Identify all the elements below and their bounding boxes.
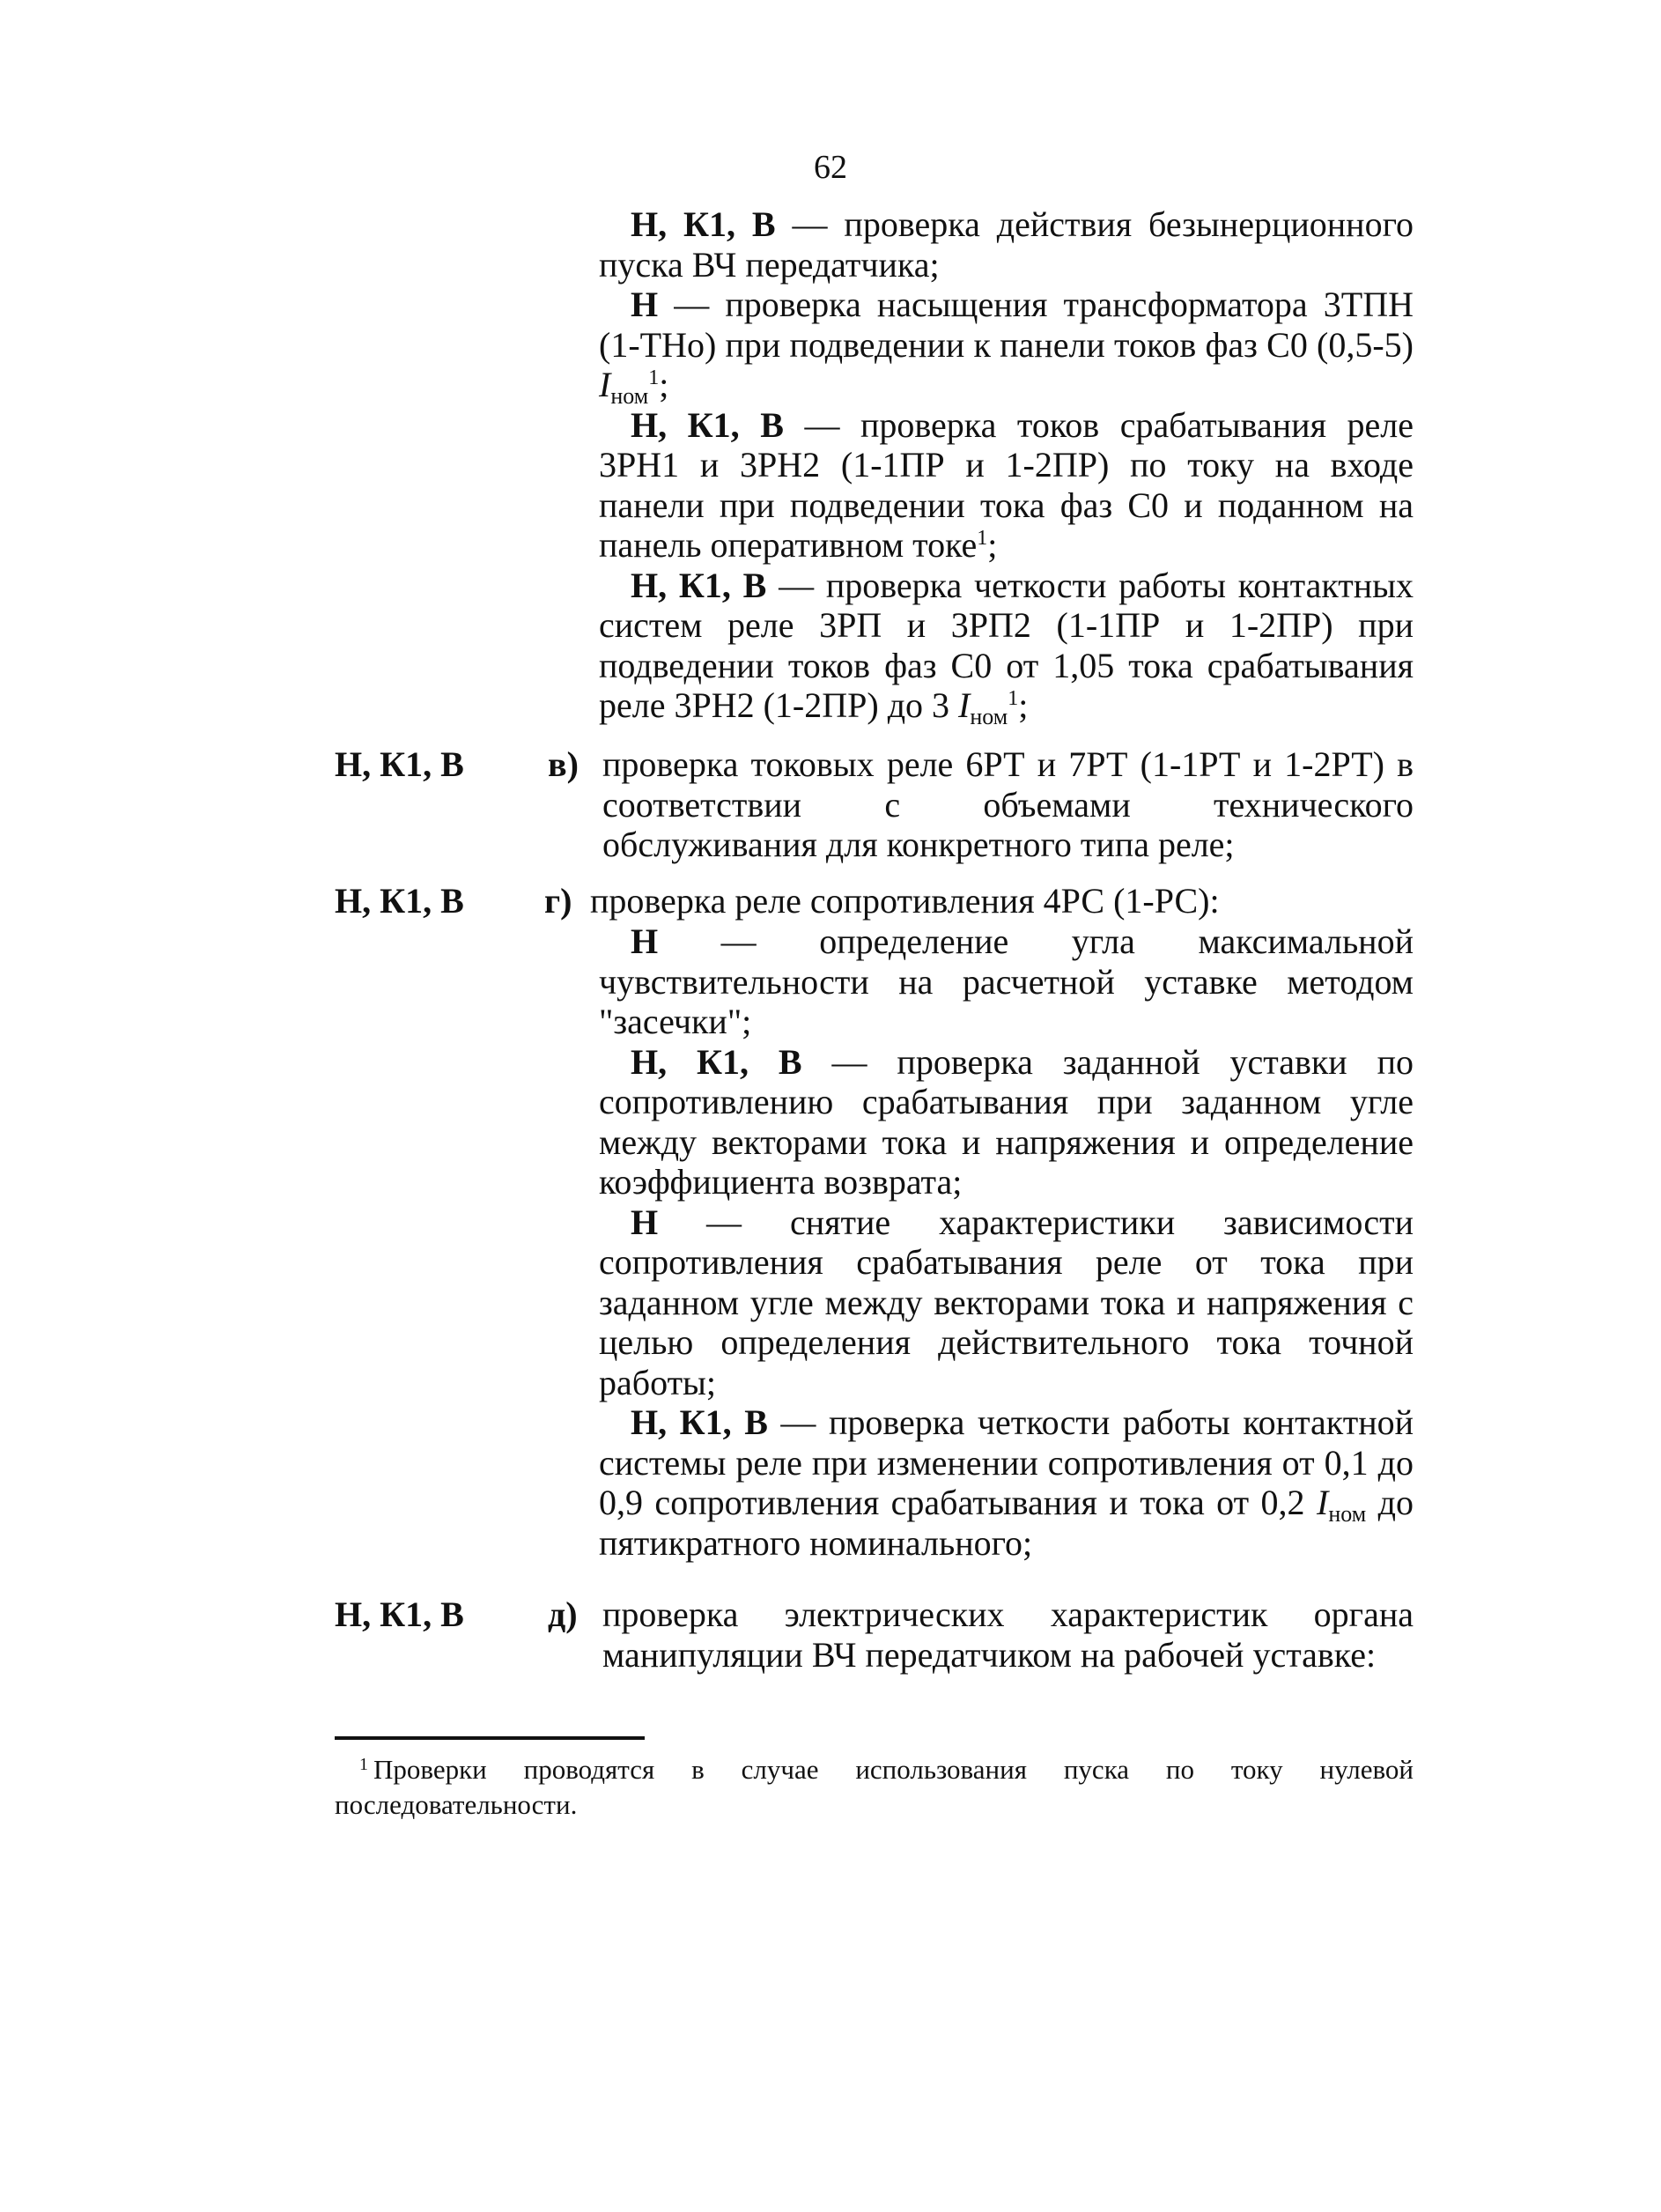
dash: — [783,404,860,445]
paragraph [599,921,1414,1042]
paragraph [599,285,1414,409]
punct: ; [987,525,998,565]
paragraph [599,1402,1414,1563]
top-block [599,204,1414,729]
paragraph [599,565,1414,729]
paragraph-text: определение угла максимальной чувствительности на расчетной уставке методом "засечки"; [599,921,1414,1041]
grades: Н [631,1202,659,1242]
paragraph [599,204,1414,285]
dash: — [775,204,845,244]
item-letter: в) [548,744,579,784]
subscript: ном [970,704,1008,729]
paragraph [599,1202,1414,1403]
paragraph-text: снятие характеристики зависимости сопротивления срабатывания реле от тока при заданном угле между векторами тока и напряжения с целью определения действительного тока точной работы; [599,1202,1414,1402]
footnote-separator [335,1736,645,1740]
dash: — [766,565,826,605]
paragraph [599,405,1414,566]
footnote-ref: 1 [648,366,660,389]
paragraph [599,1042,1414,1202]
page-number: 62 [814,149,847,186]
grades: Н, К1, В [631,1402,768,1442]
subscript: ном [1328,1501,1367,1527]
dash: — [767,1402,829,1442]
paragraph-text: проверка четкости работы контактной системы реле при изменении сопротивления от 0,1 до 0,9 сопротивления срабатывания и тока от 0,2 [599,1402,1414,1522]
current-symbol: I [599,365,611,404]
dash: — [658,1202,790,1242]
footnote-ref: 1 [977,527,988,550]
footnote-mark: 1 [359,1755,368,1774]
grades: Н [631,285,659,324]
paragraph-text: проверка четкости работы контактных систем реле 3РП и 3РП2 (1-1ПР и 1-2ПР) при подведении токов фаз С0 от 1,05 тока срабатывания реле 3РН2 (1-2ПР) до 3 [599,565,1414,725]
grades: Н, К1, В [631,1041,802,1082]
grades: Н [631,921,659,961]
footnote [335,1747,1414,1823]
current-symbol: I [958,685,971,725]
grades: Н, К1, В [631,204,776,244]
item-letter: г) [544,881,572,921]
grades: Н, К1, В [631,404,784,445]
dash: — [658,285,726,324]
item-text: проверка реле сопротивления 4РС (1-РС): [590,881,1220,921]
item-letter: д) [548,1594,578,1634]
current-symbol: I [1317,1483,1329,1522]
item-grades: Н, К1, В [335,744,464,784]
punct: ; [1018,685,1029,725]
paragraph-text: проверка заданной уставки по сопротивлению срабатывания при заданном угле между векторами тока и напряжения и определение коэффициента возврата; [599,1041,1414,1202]
paragraph-text: проверка насыщения трансформатора 3ТПН (1-ТНо) при подведении к панели токов фаз С0 (0,5-5) [599,285,1414,365]
footnote-ref: 1 [1008,687,1019,710]
subscript: ном [610,383,649,409]
footnote-text: Проверки проводятся в случае использования пуска по току нулевой последовательности. [335,1754,1414,1820]
item-text: проверка электрических характеристик органа манипуляции ВЧ передатчиком на рабочей уставке: [602,1594,1414,1675]
punct: ; [659,365,669,404]
paragraph-text: проверка токов срабатывания реле 3РН1 и 3РН2 (1-1ПР и 1-2ПР) по току на входе панели при подведении тока фаз С0 и поданном на панель оперативном токе [599,404,1414,565]
g-subitems [599,921,1414,1563]
paragraph-text: проверка действия безынерционного пуска ВЧ передатчика; [599,204,1414,285]
item-grades: Н, К1, В [335,881,464,921]
item-text: проверка токовых реле 6РТ и 7РТ (1-1РТ и 1-2РТ) в соответствии с объемами технического обслуживания для конкретного типа реле; [602,744,1414,864]
dash: — [658,921,820,961]
dash: — [801,1041,897,1082]
paragraph-text: до пятикратного номинального; [599,1483,1414,1563]
grades: Н, К1, В [631,565,767,605]
item-grades: Н, К1, В [335,1594,464,1634]
